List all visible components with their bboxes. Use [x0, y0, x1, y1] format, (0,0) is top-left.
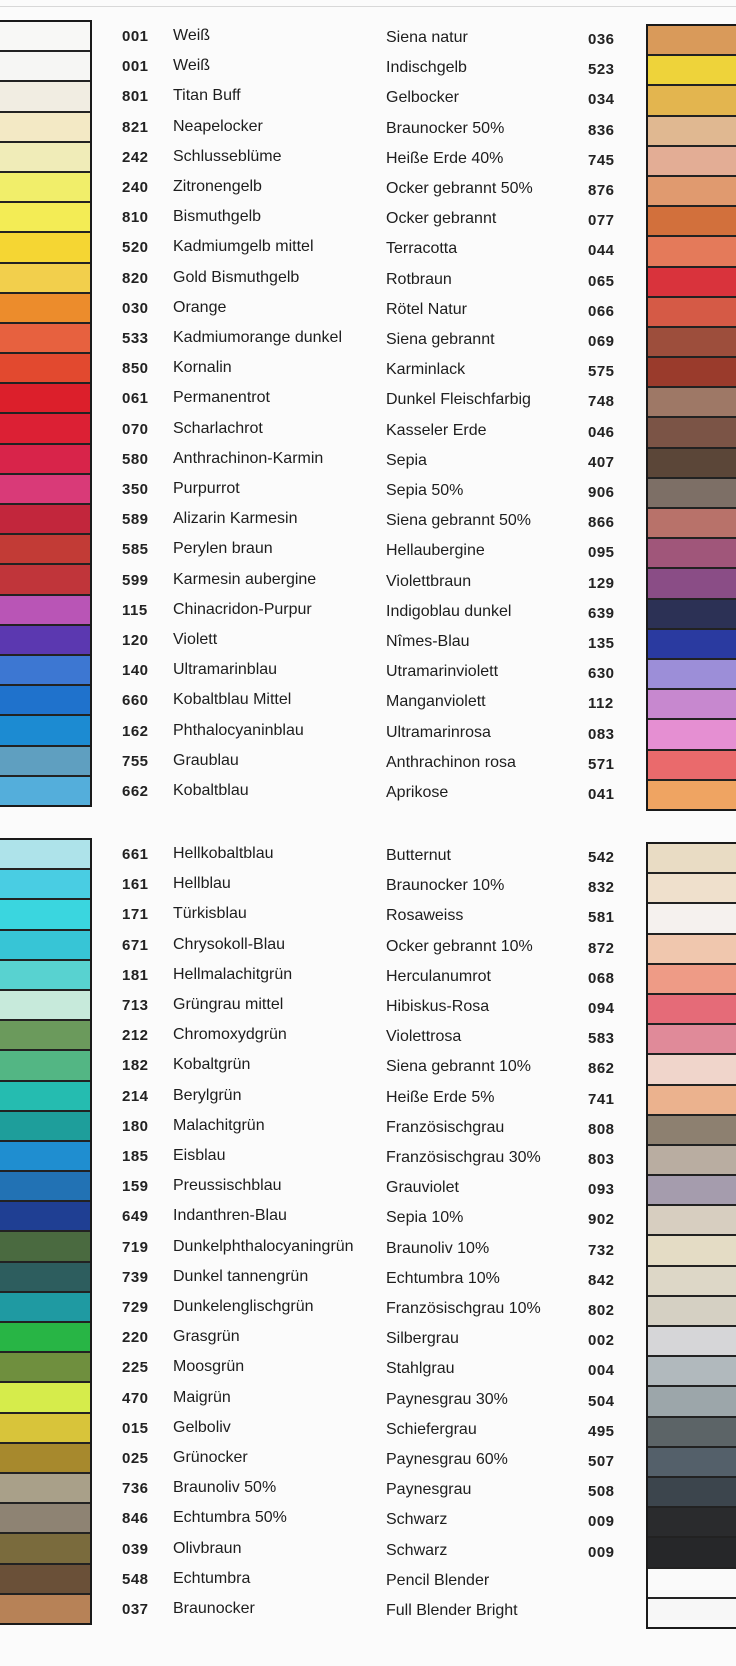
- color-name: Siena gebrannt 10%: [386, 1058, 531, 1076]
- color-code: 585: [122, 541, 149, 559]
- color-code: 671: [122, 936, 149, 954]
- color-code: 523: [588, 61, 615, 79]
- color-name: Kadmiumorange dunkel: [173, 329, 342, 346]
- color-code: 630: [588, 665, 615, 683]
- color-name: Paynesgrau 30%: [386, 1390, 508, 1408]
- table-row: [0, 82, 736, 112]
- color-name: Französischgrau 10%: [386, 1300, 541, 1317]
- color-code: 661: [122, 846, 149, 863]
- color-name: Preussischblau: [173, 1177, 282, 1195]
- color-code: 030: [122, 299, 149, 317]
- color-code: 729: [122, 1299, 149, 1316]
- color-name: Karmesin aubergine: [173, 570, 317, 588]
- color-code: 161: [122, 876, 149, 894]
- color-code: 739: [122, 1268, 149, 1286]
- color-code: 068: [588, 969, 615, 987]
- color-name: Silbergrau: [386, 1330, 459, 1348]
- color-name: Butternut: [386, 847, 451, 864]
- color-code: 832: [588, 879, 615, 897]
- color-code: 748: [588, 393, 615, 411]
- color-code: 002: [588, 1332, 615, 1350]
- color-code: 009: [588, 1513, 615, 1531]
- color-code: 046: [588, 423, 615, 441]
- color-code: 181: [122, 966, 149, 984]
- color-code: 162: [122, 722, 149, 740]
- color-code: 660: [122, 692, 149, 710]
- color-code: 077: [588, 212, 615, 230]
- color-code: 069: [588, 333, 615, 350]
- color-code: 061: [122, 390, 149, 408]
- table-row: [0, 113, 736, 143]
- color-name: Schiefergrau: [386, 1420, 477, 1438]
- color-code: 025: [122, 1450, 149, 1467]
- table-row: [0, 931, 736, 961]
- color-code: 242: [122, 148, 149, 166]
- table-row: [0, 777, 736, 807]
- color-name: Ocker gebrannt 10%: [386, 937, 533, 955]
- color-name: Schwarz: [386, 1541, 448, 1559]
- color-name: Kadmiumgelb mittel: [173, 238, 314, 256]
- color-name: Türkisblau: [173, 905, 247, 923]
- color-code: 575: [588, 363, 615, 381]
- color-name: Chromoxydgrün: [173, 1026, 287, 1044]
- table-row: [0, 1444, 736, 1474]
- color-name: Echtumbra: [173, 1569, 251, 1587]
- color-name: Dunkel Fleischfarbig: [386, 391, 531, 409]
- color-code: 180: [122, 1117, 149, 1135]
- color-name: Utramarinviolett: [386, 663, 499, 681]
- color-code: 185: [122, 1148, 149, 1165]
- color-name: Weiß: [173, 27, 211, 44]
- table-row: [0, 52, 736, 82]
- color-name: Gold Bismuthgelb: [173, 268, 300, 286]
- color-code: 070: [122, 420, 149, 438]
- color-code: 507: [588, 1453, 615, 1470]
- color-code: 034: [588, 91, 615, 109]
- color-name: Eisblau: [173, 1147, 226, 1164]
- color-name: Indigoblau dunkel: [386, 602, 512, 620]
- table-row: [0, 1202, 736, 1232]
- color-name: Kobaltgrün: [173, 1056, 251, 1074]
- color-code: 583: [588, 1030, 615, 1048]
- color-code: 214: [122, 1087, 149, 1105]
- color-name: Herculanumrot: [386, 967, 491, 985]
- color-code: 041: [588, 786, 615, 803]
- table-row: [0, 566, 736, 596]
- color-code: 159: [122, 1178, 149, 1196]
- color-code: 350: [122, 481, 149, 498]
- color-name: Braunoliv 10%: [386, 1239, 490, 1257]
- color-name: Rötel Natur: [386, 300, 467, 318]
- table-row: [0, 991, 736, 1021]
- color-name: Rotbraun: [386, 270, 452, 288]
- color-code: 741: [588, 1090, 615, 1108]
- color-code: 093: [588, 1181, 615, 1199]
- color-code: 662: [122, 783, 149, 800]
- table-row: [0, 870, 736, 900]
- color-name: Grüngrau mittel: [173, 996, 284, 1013]
- color-code: 548: [122, 1570, 149, 1588]
- color-name: Indanthren-Blau: [173, 1207, 287, 1225]
- table-row: [0, 1082, 736, 1112]
- table-row: [0, 203, 736, 233]
- color-name: Dunkelenglischgrün: [173, 1298, 314, 1315]
- color-name: Grauviolet: [386, 1179, 459, 1197]
- color-name: Hellblau: [173, 875, 231, 893]
- color-name: Chrysokoll-Blau: [173, 935, 286, 953]
- color-code: 112: [588, 695, 614, 713]
- table-row: [0, 143, 736, 173]
- color-name: Französischgrau 30%: [386, 1149, 541, 1166]
- color-name: Paynesgrau: [386, 1481, 472, 1499]
- color-code: 599: [122, 571, 149, 589]
- table-row: [0, 505, 736, 535]
- color-name: Heiße Erde 5%: [386, 1088, 495, 1106]
- color-name: Gelboliv: [173, 1418, 231, 1436]
- color-code: 736: [122, 1480, 149, 1498]
- color-name: Titan Buff: [173, 87, 241, 105]
- color-name: Braunocker 50%: [386, 119, 505, 137]
- color-name: Zitronengelb: [173, 178, 262, 195]
- table-row: [0, 264, 736, 294]
- table-row: [0, 626, 736, 656]
- color-name: Alizarin Karmesin: [173, 510, 298, 528]
- color-code: 820: [122, 269, 149, 287]
- color-name: Grasgrün: [173, 1328, 240, 1346]
- color-name: Purpurrot: [173, 480, 240, 497]
- color-name: Anthrachinon-Karmin: [173, 449, 324, 467]
- color-name: Orange: [173, 298, 227, 316]
- color-name: Malachitgrün: [173, 1116, 265, 1134]
- table-row: [0, 656, 736, 686]
- color-name: Phthalocyaninblau: [173, 721, 304, 739]
- color-code: 001: [122, 28, 149, 45]
- color-name: Pencil Blender: [386, 1571, 490, 1589]
- color-name: Siena natur: [386, 29, 468, 46]
- color-code: 862: [588, 1060, 615, 1078]
- table-row: [0, 1414, 736, 1444]
- color-code: 755: [122, 752, 149, 770]
- table-row: [0, 1384, 736, 1414]
- table-row: [0, 294, 736, 324]
- color-name: Heiße Erde 40%: [386, 149, 504, 167]
- color-code: 842: [588, 1271, 615, 1289]
- color-code: 836: [588, 121, 615, 139]
- color-code: 508: [588, 1483, 615, 1501]
- color-name: Hellkobaltblau: [173, 845, 274, 862]
- table-row: [0, 233, 736, 263]
- color-name: Ultramarinrosa: [386, 723, 491, 741]
- color-name: Schwarz: [386, 1511, 448, 1529]
- color-code: 495: [588, 1422, 615, 1440]
- color-name: Karminlack: [386, 361, 466, 379]
- color-code: 004: [588, 1362, 615, 1380]
- color-name: Stahlgrau: [386, 1360, 455, 1378]
- color-code: 135: [588, 635, 615, 652]
- color-name: Echtumbra 10%: [386, 1269, 500, 1287]
- table-row: [0, 22, 736, 52]
- color-name: Paynesgrau 60%: [386, 1451, 508, 1468]
- color-name: Aprikose: [386, 784, 449, 801]
- color-code: 036: [588, 31, 615, 48]
- color-name: Violett: [173, 631, 218, 648]
- color-name: Kasseler Erde: [386, 421, 487, 439]
- table-row: [0, 1323, 736, 1353]
- color-name: Neapelocker: [173, 117, 263, 135]
- table-row: [0, 324, 736, 354]
- color-code: 044: [588, 242, 615, 260]
- table-row: [0, 1535, 736, 1565]
- color-code: 810: [122, 209, 149, 227]
- color-name: Moosgrün: [173, 1358, 245, 1376]
- color-code: 001: [122, 58, 149, 76]
- color-name: Ocker gebrannt: [386, 210, 497, 228]
- color-code: 745: [588, 151, 615, 169]
- table-row: [0, 415, 736, 445]
- color-name: Kobaltblau Mittel: [173, 691, 292, 709]
- color-name: Anthrachinon rosa: [386, 753, 516, 771]
- color-name: Graublau: [173, 751, 239, 769]
- table-row: [0, 1565, 736, 1595]
- color-code: 639: [588, 604, 615, 622]
- table-row: [0, 900, 736, 930]
- color-name: Braunocker: [173, 1600, 255, 1617]
- table-row: [0, 1353, 736, 1383]
- color-code: 802: [588, 1302, 615, 1319]
- table-row: [0, 1474, 736, 1504]
- color-code: 906: [588, 484, 615, 501]
- color-name: Violettbraun: [386, 572, 472, 590]
- color-name: Braunocker 10%: [386, 877, 505, 895]
- table-row: [0, 747, 736, 777]
- color-code: 212: [122, 1027, 149, 1045]
- color-code: 876: [588, 182, 615, 199]
- color-code: 713: [122, 997, 149, 1014]
- table-row: [0, 1172, 736, 1202]
- color-code: 732: [588, 1241, 615, 1259]
- color-code: 589: [122, 511, 149, 529]
- color-name: Full Blender Bright: [386, 1602, 518, 1619]
- color-code: 129: [588, 574, 615, 592]
- color-code: 066: [588, 302, 615, 320]
- color-name: Olivbraun: [173, 1539, 242, 1557]
- table-row: [0, 475, 736, 505]
- table-row: [0, 1142, 736, 1172]
- color-name: Rosaweiss: [386, 907, 464, 925]
- color-name: Hibiskus-Rosa: [386, 998, 490, 1015]
- color-name: Ultramarinblau: [173, 661, 278, 679]
- color-code: 803: [588, 1151, 615, 1168]
- color-code: 171: [122, 906, 149, 924]
- table-row: [0, 1021, 736, 1051]
- color-code: 120: [122, 632, 149, 649]
- color-name: Indischgelb: [386, 59, 467, 77]
- color-code: 009: [588, 1543, 615, 1561]
- color-code: 821: [122, 118, 149, 136]
- color-code: 065: [588, 272, 615, 290]
- color-code: 140: [122, 662, 149, 680]
- color-code: 902: [588, 1211, 615, 1229]
- table-row: [0, 1293, 736, 1323]
- table-row: [0, 1112, 736, 1142]
- table-row: [0, 1051, 736, 1081]
- color-code: 719: [122, 1238, 149, 1256]
- color-name: Bismuthgelb: [173, 208, 262, 226]
- table-row: [0, 384, 736, 414]
- color-code: 533: [122, 330, 149, 347]
- color-name: Siena gebrannt: [386, 331, 495, 348]
- color-name: Perylen braun: [173, 540, 273, 558]
- color-code: 801: [122, 88, 149, 106]
- color-code: 083: [588, 725, 615, 743]
- color-code: 504: [588, 1392, 615, 1410]
- table-row: [0, 840, 736, 870]
- color-name: Hellaubergine: [386, 542, 485, 560]
- color-code: 866: [588, 514, 615, 532]
- color-code: 015: [122, 1419, 149, 1437]
- color-name: Ocker gebrannt 50%: [386, 180, 533, 197]
- color-name: Kobaltblau: [173, 782, 249, 799]
- color-name: Violettrosa: [386, 1028, 462, 1046]
- table-row: [0, 354, 736, 384]
- table-row: [0, 445, 736, 475]
- color-name: Manganviolett: [386, 693, 486, 711]
- color-code: 872: [588, 939, 615, 957]
- color-name: Sepia 10%: [386, 1209, 464, 1227]
- table-row: [0, 1233, 736, 1263]
- color-code: 571: [588, 755, 615, 773]
- color-name: Sepia 50%: [386, 482, 464, 499]
- color-name: Schlusseblüme: [173, 147, 282, 165]
- table-row: [0, 961, 736, 991]
- color-code: 846: [122, 1510, 149, 1528]
- color-code: 581: [588, 909, 615, 927]
- color-name: Maigrün: [173, 1388, 231, 1406]
- color-code: 095: [588, 544, 615, 562]
- color-name: Dunkelphthalocyaningrün: [173, 1237, 354, 1255]
- table-row: [0, 173, 736, 203]
- color-name: Braunoliv 50%: [173, 1479, 277, 1497]
- color-name: Siena gebrannt 50%: [386, 512, 531, 530]
- color-code: 094: [588, 1000, 615, 1017]
- color-name: Terracotta: [386, 240, 458, 258]
- color-name: Sepia: [386, 451, 427, 469]
- table-row: [0, 686, 736, 716]
- color-name: Weiß: [173, 57, 211, 75]
- table-row: [0, 1504, 736, 1534]
- table-row: [0, 717, 736, 747]
- table-row: [0, 1263, 736, 1293]
- color-name: Gelbocker: [386, 89, 459, 107]
- color-code: 470: [122, 1389, 149, 1407]
- color-name: Nîmes-Blau: [386, 633, 470, 650]
- color-code: 850: [122, 360, 149, 378]
- color-name: Französischgrau: [386, 1118, 505, 1136]
- top-divider: [0, 6, 736, 7]
- color-name: Kornalin: [173, 359, 232, 377]
- color-code: 182: [122, 1057, 149, 1075]
- color-name: Berylgrün: [173, 1086, 242, 1104]
- color-code: 520: [122, 239, 149, 257]
- table-row: [0, 535, 736, 565]
- color-code: 037: [122, 1601, 149, 1618]
- color-name: Scharlachrot: [173, 419, 263, 437]
- color-code: 580: [122, 450, 149, 468]
- color-code: 649: [122, 1208, 149, 1226]
- color-code: 542: [588, 849, 615, 866]
- color-code: 039: [122, 1540, 149, 1558]
- color-name: Chinacridon-Purpur: [173, 600, 312, 618]
- color-name: Hellmalachitgrün: [173, 965, 293, 983]
- color-name: Echtumbra 50%: [173, 1509, 287, 1527]
- table-row: [0, 596, 736, 626]
- table-row: [0, 1595, 736, 1625]
- color-code: 240: [122, 179, 149, 196]
- color-code: 220: [122, 1329, 149, 1347]
- color-name: Grünocker: [173, 1449, 248, 1466]
- color-code: 407: [588, 453, 615, 471]
- color-name: Permanentrot: [173, 389, 270, 407]
- color-code: 808: [588, 1120, 615, 1138]
- color-code: 115: [122, 601, 148, 619]
- color-code: 225: [122, 1359, 149, 1377]
- color-name: Dunkel tannengrün: [173, 1267, 309, 1285]
